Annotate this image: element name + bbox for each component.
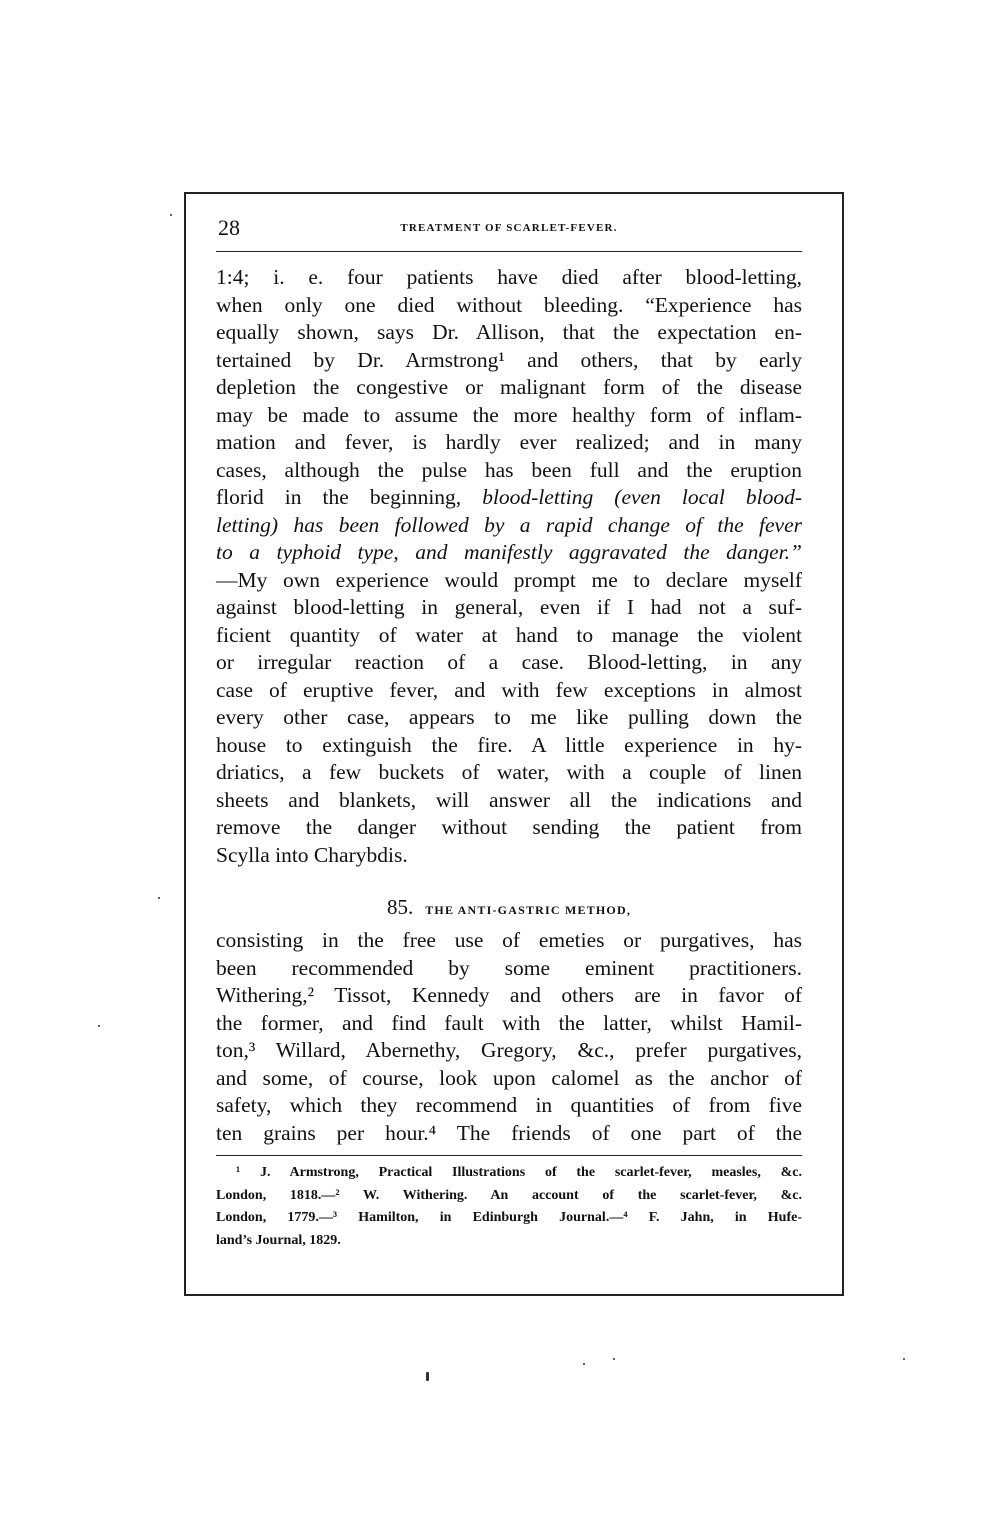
text-line: depletion the congestive or malignant form of the disease xyxy=(216,375,802,399)
scan-speck xyxy=(98,1025,100,1027)
text-line: Withering,² Tissot, Kennedy and others are in favor of xyxy=(216,983,802,1007)
text-line: —My own experience would prompt me to declare myself xyxy=(216,567,802,592)
footnote-line: land’s Journal, 1829. xyxy=(216,1232,341,1248)
text-line: ficient quantity of water at hand to manage the violent xyxy=(216,622,802,647)
text-line-mixed xyxy=(216,484,802,512)
text-line: ten grains per hour.⁴ The friends of one part of the xyxy=(216,1120,802,1145)
scan-speck xyxy=(583,1363,585,1365)
text-line: remove the danger without sending the patient from xyxy=(216,815,802,839)
text-line: Scylla into Charybdis. xyxy=(216,842,408,867)
section-heading xyxy=(216,894,802,923)
footnote-line: London, 1779.—³ Hamilton, in Edinburgh Journal.—⁴ F. Jahn, in Hufe- xyxy=(216,1210,802,1225)
text-line: been recommended by some eminent practitioners. xyxy=(216,955,802,980)
body-paragraph-2 xyxy=(216,927,802,1147)
text-line: house to extinguish the fire. A little experience in hy- xyxy=(216,732,802,757)
text-line: and some, of course, look upon calomel as the anchor of xyxy=(216,1065,802,1090)
footnotes xyxy=(216,1162,802,1252)
text-line: cases, although the pulse has been full and the eruption xyxy=(216,457,802,482)
text-line: sheets and blankets, will answer all the indications and xyxy=(216,787,802,812)
running-head: TREATMENT OF SCARLET-FEVER. xyxy=(400,222,618,234)
footnote-line: ¹ J. Armstrong, Practical Illustrations of the scarlet-fever, measles, &c. xyxy=(236,1165,802,1180)
footnote-line: London, 1818.—² W. Withering. An account of the scarlet-fever, &c. xyxy=(216,1187,802,1203)
text-line: tertained by Dr. Armstrong¹ and others, that by early xyxy=(216,347,802,372)
text-line: ton,³ Willard, Abernethy, Gregory, &c., prefer purgatives, xyxy=(216,1038,802,1062)
text-line: consisting in the free use of emeties or purgatives, has xyxy=(216,928,802,952)
scan-speck xyxy=(170,214,172,216)
scan-speck xyxy=(613,1358,615,1360)
body-paragraph-1 xyxy=(216,264,802,869)
text-line: when only one died without bleeding. “Experience has xyxy=(216,292,802,317)
text-line: may be made to assume the more healthy form of inflam- xyxy=(216,402,802,427)
text-line-italic: to a typhoid type, and manifestly aggravated the danger.” xyxy=(216,540,802,564)
page-number: 28 xyxy=(218,215,240,240)
text-line: the former, and find fault with the latter, whilst Hamil- xyxy=(216,1010,802,1035)
text-line: or irregular reaction of a case. Blood-letting, in any xyxy=(216,650,802,674)
text-line: against blood-letting in general, even if I had not a suf- xyxy=(216,595,802,619)
text-line: driatics, a few buckets of water, with a couple of linen xyxy=(216,760,802,784)
text-line: safety, which they recommend in quantities of from five xyxy=(216,1093,802,1117)
scan-speck xyxy=(158,897,160,899)
scan-speck xyxy=(426,1372,429,1381)
text-line-italic: letting) has been followed by a rapid change of the fever xyxy=(216,512,802,537)
text-line: equally shown, says Dr. Allison, that the expectation en- xyxy=(216,320,802,344)
text-italic: blood-letting (even local blood- xyxy=(482,485,802,509)
section-number: 85. xyxy=(386,895,414,919)
text-line: mation and fever, is hardly ever realized; and in many xyxy=(216,430,802,454)
scan-speck xyxy=(903,1358,905,1360)
text-roman: florid in the beginning, xyxy=(216,485,483,509)
text-line: every other case, appears to me like pulling down the xyxy=(216,705,802,729)
footnote-divider xyxy=(216,1155,802,1156)
page-header xyxy=(216,216,802,252)
text-line: 1:4; i. e. four patients have died after blood-letting, xyxy=(216,265,802,289)
text-line: case of eruptive fever, and with few exceptions in almost xyxy=(216,677,802,702)
section-title: THE ANTI-GASTRIC METHOD, xyxy=(425,903,632,917)
